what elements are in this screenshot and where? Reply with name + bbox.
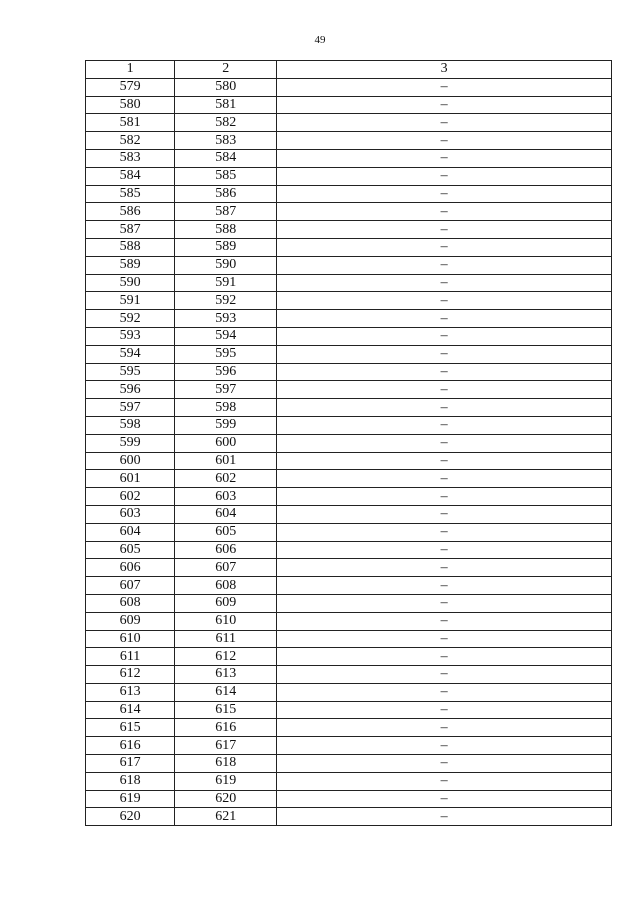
table-cell-col-1: 580: [86, 96, 175, 114]
table-row: [86, 399, 612, 417]
table-cell-col-2: 616: [175, 719, 277, 737]
table-row: [86, 523, 612, 541]
table-cell-col-3: –: [277, 434, 612, 452]
table-cell-col-3: –: [277, 221, 612, 239]
table-cell-col-1: 612: [86, 666, 175, 684]
table-cell-col-3: –: [277, 185, 612, 203]
table-cell-col-2: 598: [175, 399, 277, 417]
table-row: [86, 238, 612, 256]
table-cell-col-3: –: [277, 701, 612, 719]
table-cell-col-2: 588: [175, 221, 277, 239]
column-header-3: 3: [277, 61, 612, 79]
table-cell-col-3: –: [277, 683, 612, 701]
table-cell-col-1: 599: [86, 434, 175, 452]
table-cell-col-3: –: [277, 577, 612, 595]
table-cell-col-1: 590: [86, 274, 175, 292]
table-cell-col-2: 607: [175, 559, 277, 577]
table-row: [86, 701, 612, 719]
table-row: [86, 292, 612, 310]
table-cell-col-3: –: [277, 452, 612, 470]
table-cell-col-1: 603: [86, 505, 175, 523]
table-row: [86, 683, 612, 701]
table-cell-col-2: 597: [175, 381, 277, 399]
table-row: [86, 559, 612, 577]
table-cell-col-2: 585: [175, 167, 277, 185]
table-cell-col-3: –: [277, 488, 612, 506]
table-cell-col-1: 602: [86, 488, 175, 506]
table-cell-col-1: 617: [86, 755, 175, 773]
table-cell-col-3: –: [277, 310, 612, 328]
table-cell-col-1: 596: [86, 381, 175, 399]
table-cell-col-1: 594: [86, 345, 175, 363]
table-cell-col-3: –: [277, 78, 612, 96]
table-cell-col-3: –: [277, 149, 612, 167]
table-cell-col-1: 609: [86, 612, 175, 630]
table-cell-col-1: 588: [86, 238, 175, 256]
table-cell-col-3: –: [277, 790, 612, 808]
table-cell-col-3: –: [277, 666, 612, 684]
table-cell-col-3: –: [277, 238, 612, 256]
table-cell-col-2: 590: [175, 256, 277, 274]
table-cell-col-1: 581: [86, 114, 175, 132]
table-row: [86, 363, 612, 381]
table-cell-col-3: –: [277, 505, 612, 523]
table-row: [86, 790, 612, 808]
table-cell-col-1: 601: [86, 470, 175, 488]
table-row: [86, 221, 612, 239]
table-cell-col-3: –: [277, 416, 612, 434]
table-cell-col-1: 591: [86, 292, 175, 310]
table-cell-col-1: 598: [86, 416, 175, 434]
table-row: [86, 737, 612, 755]
table-body: [86, 78, 612, 825]
table-cell-col-3: –: [277, 256, 612, 274]
table-cell-col-2: 615: [175, 701, 277, 719]
table-cell-col-1: 613: [86, 683, 175, 701]
table-cell-col-1: 584: [86, 167, 175, 185]
table-row: [86, 488, 612, 506]
table-cell-col-1: 600: [86, 452, 175, 470]
table-row: [86, 381, 612, 399]
table-row: [86, 149, 612, 167]
table-cell-col-2: 613: [175, 666, 277, 684]
table-cell-col-2: 600: [175, 434, 277, 452]
table-cell-col-2: 602: [175, 470, 277, 488]
table-cell-col-1: 618: [86, 772, 175, 790]
table-row: [86, 78, 612, 96]
table-cell-col-2: 595: [175, 345, 277, 363]
table-cell-col-3: –: [277, 648, 612, 666]
table-cell-col-3: –: [277, 132, 612, 150]
table-cell-col-2: 608: [175, 577, 277, 595]
column-header-1: 1: [86, 61, 175, 79]
table-cell-col-1: 608: [86, 594, 175, 612]
table-row: [86, 114, 612, 132]
page-number: 49: [314, 34, 326, 46]
table-cell-col-2: 612: [175, 648, 277, 666]
table-row: [86, 416, 612, 434]
table-cell-col-1: 606: [86, 559, 175, 577]
table-row: [86, 132, 612, 150]
data-table: [85, 60, 612, 826]
table-row: [86, 203, 612, 221]
table-cell-col-2: 614: [175, 683, 277, 701]
table-cell-col-1: 595: [86, 363, 175, 381]
table-cell-col-1: 587: [86, 221, 175, 239]
table-cell-col-3: –: [277, 755, 612, 773]
table-cell-col-1: 583: [86, 149, 175, 167]
table-row: [86, 310, 612, 328]
table-header-row: [86, 61, 612, 79]
table-cell-col-2: 589: [175, 238, 277, 256]
table-row: [86, 541, 612, 559]
table-cell-col-3: –: [277, 808, 612, 826]
table-cell-col-1: 611: [86, 648, 175, 666]
table-row: [86, 577, 612, 595]
table-row: [86, 594, 612, 612]
table-cell-col-2: 620: [175, 790, 277, 808]
table-row: [86, 470, 612, 488]
table-cell-col-1: 586: [86, 203, 175, 221]
table-cell-col-3: –: [277, 399, 612, 417]
table-cell-col-3: –: [277, 345, 612, 363]
table-row: [86, 505, 612, 523]
table-cell-col-2: 610: [175, 612, 277, 630]
table-cell-col-2: 601: [175, 452, 277, 470]
table-cell-col-1: 604: [86, 523, 175, 541]
table-cell-col-3: –: [277, 274, 612, 292]
table-cell-col-2: 593: [175, 310, 277, 328]
table-cell-col-3: –: [277, 630, 612, 648]
table-cell-col-2: 606: [175, 541, 277, 559]
table-cell-col-3: –: [277, 96, 612, 114]
table-row: [86, 345, 612, 363]
column-header-2: 2: [175, 61, 277, 79]
table-cell-col-1: 610: [86, 630, 175, 648]
table-cell-col-3: –: [277, 203, 612, 221]
table-cell-col-2: 617: [175, 737, 277, 755]
table-row: [86, 630, 612, 648]
table-row: [86, 327, 612, 345]
table-row: [86, 452, 612, 470]
table-cell-col-3: –: [277, 719, 612, 737]
table-row: [86, 612, 612, 630]
table-cell-col-2: 599: [175, 416, 277, 434]
table-cell-col-3: –: [277, 292, 612, 310]
table-cell-col-3: –: [277, 470, 612, 488]
table-cell-col-1: 589: [86, 256, 175, 274]
table-cell-col-1: 616: [86, 737, 175, 755]
table-cell-col-3: –: [277, 167, 612, 185]
table-cell-col-1: 614: [86, 701, 175, 719]
table-cell-col-2: 586: [175, 185, 277, 203]
table-cell-col-2: 582: [175, 114, 277, 132]
table-cell-col-2: 581: [175, 96, 277, 114]
table-row: [86, 666, 612, 684]
table-cell-col-3: –: [277, 523, 612, 541]
table-row: [86, 434, 612, 452]
table-row: [86, 274, 612, 292]
table-cell-col-2: 603: [175, 488, 277, 506]
table-cell-col-3: –: [277, 612, 612, 630]
table-cell-col-2: 583: [175, 132, 277, 150]
table-cell-col-1: 593: [86, 327, 175, 345]
table-cell-col-1: 597: [86, 399, 175, 417]
table-cell-col-2: 604: [175, 505, 277, 523]
table-cell-col-1: 619: [86, 790, 175, 808]
table-row: [86, 96, 612, 114]
table-row: [86, 755, 612, 773]
table-cell-col-3: –: [277, 363, 612, 381]
table-row: [86, 648, 612, 666]
table-row: [86, 185, 612, 203]
table-cell-col-1: 605: [86, 541, 175, 559]
table-cell-col-1: 579: [86, 78, 175, 96]
table-cell-col-2: 609: [175, 594, 277, 612]
table-cell-col-2: 618: [175, 755, 277, 773]
table-cell-col-3: –: [277, 327, 612, 345]
table-cell-col-1: 607: [86, 577, 175, 595]
table-cell-col-2: 611: [175, 630, 277, 648]
table-cell-col-2: 596: [175, 363, 277, 381]
table-cell-col-2: 580: [175, 78, 277, 96]
table-row: [86, 772, 612, 790]
table-cell-col-1: 582: [86, 132, 175, 150]
table-row: [86, 719, 612, 737]
table-cell-col-2: 587: [175, 203, 277, 221]
table-cell-col-2: 594: [175, 327, 277, 345]
table-cell-col-3: –: [277, 381, 612, 399]
table-cell-col-3: –: [277, 737, 612, 755]
table-cell-col-3: –: [277, 559, 612, 577]
table-cell-col-2: 621: [175, 808, 277, 826]
table-cell-col-1: 620: [86, 808, 175, 826]
table-row: [86, 256, 612, 274]
table-cell-col-2: 619: [175, 772, 277, 790]
table-cell-col-2: 591: [175, 274, 277, 292]
table-cell-col-3: –: [277, 594, 612, 612]
table-cell-col-3: –: [277, 772, 612, 790]
table-row: [86, 167, 612, 185]
table-cell-col-2: 605: [175, 523, 277, 541]
table-cell-col-1: 585: [86, 185, 175, 203]
table-cell-col-2: 584: [175, 149, 277, 167]
table-row: [86, 808, 612, 826]
table-cell-col-2: 592: [175, 292, 277, 310]
table-cell-col-1: 615: [86, 719, 175, 737]
table-cell-col-3: –: [277, 541, 612, 559]
table-cell-col-1: 592: [86, 310, 175, 328]
table-cell-col-3: –: [277, 114, 612, 132]
